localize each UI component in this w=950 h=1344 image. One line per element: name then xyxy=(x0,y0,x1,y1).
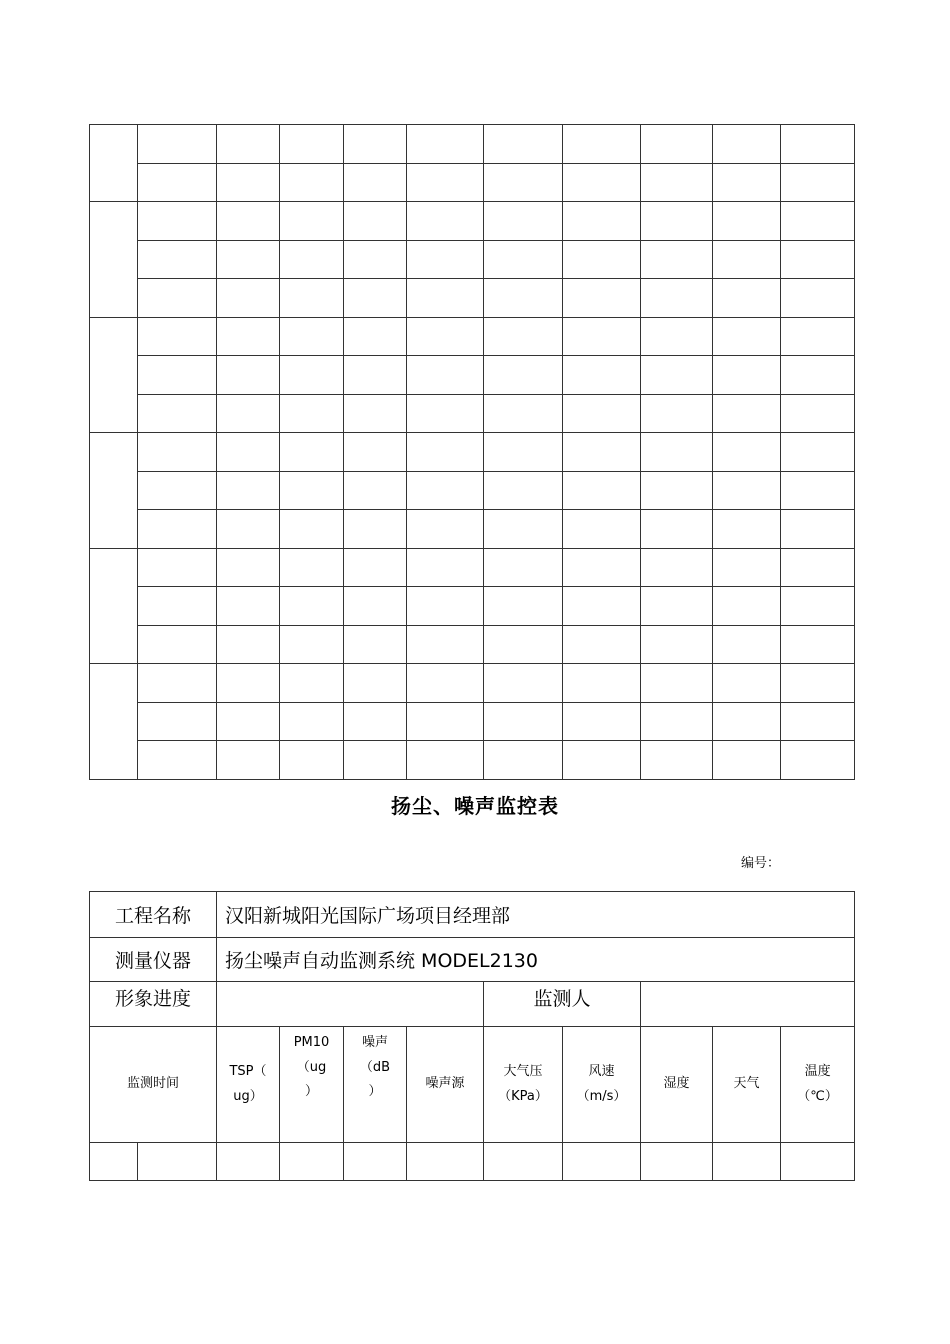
data-cell[interactable] xyxy=(280,741,344,780)
col-header-temperature xyxy=(781,1027,855,1143)
col-header-tsp xyxy=(217,1027,280,1143)
data-cell[interactable] xyxy=(280,510,344,549)
data-cell[interactable] xyxy=(344,433,407,472)
data-cell[interactable] xyxy=(138,433,217,472)
data-cell[interactable] xyxy=(484,317,563,356)
col-header-noise xyxy=(344,1027,407,1143)
data-cell[interactable] xyxy=(781,625,855,664)
data-cell[interactable] xyxy=(280,163,344,202)
data-cell[interactable] xyxy=(563,741,641,780)
project-name-label: 工程名称 xyxy=(90,892,217,938)
data-cell[interactable] xyxy=(217,1143,280,1181)
data-cell[interactable] xyxy=(781,741,855,780)
data-cell[interactable] xyxy=(344,279,407,318)
data-cell[interactable] xyxy=(713,240,781,279)
col-header-pressure xyxy=(484,1027,563,1143)
progress-label: 形象进度 xyxy=(90,982,217,1027)
data-cell[interactable] xyxy=(781,279,855,318)
data-cell[interactable] xyxy=(344,587,407,626)
data-cell[interactable] xyxy=(484,163,563,202)
page-title: 扬尘、噪声监控表 xyxy=(391,794,559,818)
data-cell[interactable] xyxy=(407,394,484,433)
col-header-wind-line1: 风速 xyxy=(588,1063,615,1079)
data-cell[interactable] xyxy=(90,1143,138,1181)
data-cell[interactable] xyxy=(344,1143,407,1181)
col-header-noise-line1: 噪声 xyxy=(362,1035,389,1050)
data-cell[interactable] xyxy=(781,510,855,549)
data-cell[interactable] xyxy=(138,202,217,241)
monitor-person-value[interactable] xyxy=(641,982,855,1027)
data-cell[interactable] xyxy=(713,1143,781,1181)
data-cell[interactable] xyxy=(641,1143,713,1181)
data-cell[interactable] xyxy=(641,163,713,202)
data-cell[interactable] xyxy=(713,664,781,703)
data-cell[interactable] xyxy=(563,664,641,703)
data-cell[interactable] xyxy=(280,433,344,472)
data-cell[interactable] xyxy=(781,240,855,279)
data-cell[interactable] xyxy=(484,471,563,510)
data-cell[interactable] xyxy=(280,125,344,164)
data-cell[interactable] xyxy=(641,741,713,780)
data-cell[interactable] xyxy=(407,317,484,356)
data-cell[interactable] xyxy=(407,279,484,318)
data-cell[interactable] xyxy=(344,510,407,549)
data-cell[interactable] xyxy=(407,125,484,164)
data-cell[interactable] xyxy=(407,163,484,202)
data-cell[interactable] xyxy=(713,548,781,587)
data-cell[interactable] xyxy=(217,202,280,241)
data-cell[interactable] xyxy=(563,317,641,356)
data-cell[interactable] xyxy=(484,510,563,549)
data-cell[interactable] xyxy=(563,548,641,587)
data-cell[interactable] xyxy=(407,356,484,395)
data-cell[interactable] xyxy=(713,510,781,549)
group-cell[interactable] xyxy=(90,317,138,433)
data-cell[interactable] xyxy=(781,202,855,241)
data-cell[interactable] xyxy=(407,587,484,626)
data-cell[interactable] xyxy=(484,279,563,318)
data-cell[interactable] xyxy=(563,125,641,164)
data-cell[interactable] xyxy=(713,625,781,664)
data-cell[interactable] xyxy=(344,741,407,780)
table-row xyxy=(90,664,855,703)
data-cell[interactable] xyxy=(641,125,713,164)
data-cell[interactable] xyxy=(781,548,855,587)
data-cell[interactable] xyxy=(217,279,280,318)
instrument-value[interactable]: 扬尘噪声自动监测系统 MODEL2130 xyxy=(217,938,855,982)
data-cell[interactable] xyxy=(407,1143,484,1181)
data-cell[interactable] xyxy=(280,548,344,587)
data-cell[interactable] xyxy=(344,548,407,587)
data-cell[interactable] xyxy=(484,548,563,587)
data-cell[interactable] xyxy=(138,394,217,433)
data-cell[interactable] xyxy=(781,163,855,202)
data-cell[interactable] xyxy=(713,394,781,433)
table-row xyxy=(90,202,855,241)
data-cell[interactable] xyxy=(280,317,344,356)
table-row xyxy=(90,471,855,510)
data-cell[interactable] xyxy=(641,202,713,241)
data-cell[interactable] xyxy=(217,625,280,664)
data-cell[interactable] xyxy=(138,240,217,279)
group-cell[interactable] xyxy=(90,664,138,780)
data-cell[interactable] xyxy=(217,317,280,356)
data-cell[interactable] xyxy=(344,317,407,356)
progress-value[interactable] xyxy=(217,982,484,1027)
data-cell[interactable] xyxy=(217,664,280,703)
data-cell[interactable] xyxy=(280,240,344,279)
data-cell[interactable] xyxy=(280,356,344,395)
data-cell[interactable] xyxy=(217,240,280,279)
data-cell[interactable] xyxy=(138,741,217,780)
data-cell[interactable] xyxy=(641,240,713,279)
data-cell[interactable] xyxy=(344,356,407,395)
data-cell[interactable] xyxy=(217,125,280,164)
data-cell[interactable] xyxy=(280,279,344,318)
col-header-pm10-line2: （ug xyxy=(296,1059,327,1075)
data-cell[interactable] xyxy=(484,125,563,164)
data-cell[interactable] xyxy=(217,741,280,780)
col-header-tsp-line2: ug） xyxy=(233,1088,263,1104)
data-cell[interactable] xyxy=(484,240,563,279)
data-cell[interactable] xyxy=(344,471,407,510)
data-cell[interactable] xyxy=(280,471,344,510)
data-cell[interactable] xyxy=(781,587,855,626)
col-header-pm10-line1: PM10 xyxy=(293,1035,330,1050)
col-header-pm10 xyxy=(280,1027,344,1143)
data-cell[interactable] xyxy=(344,664,407,703)
data-cell[interactable] xyxy=(563,356,641,395)
data-cell[interactable] xyxy=(217,163,280,202)
data-cell[interactable] xyxy=(781,1143,855,1181)
data-cell[interactable] xyxy=(781,356,855,395)
data-cell[interactable] xyxy=(781,702,855,741)
data-cell[interactable] xyxy=(484,625,563,664)
data-cell[interactable] xyxy=(138,279,217,318)
data-cell[interactable] xyxy=(641,394,713,433)
data-cell[interactable] xyxy=(138,163,217,202)
data-cell[interactable] xyxy=(641,471,713,510)
data-cell[interactable] xyxy=(484,356,563,395)
monitoring-form-table xyxy=(89,891,855,1181)
data-cell[interactable] xyxy=(484,741,563,780)
table-row xyxy=(90,394,855,433)
data-cell[interactable] xyxy=(138,510,217,549)
data-cell[interactable] xyxy=(407,548,484,587)
data-cell[interactable] xyxy=(713,433,781,472)
group-cell[interactable] xyxy=(90,548,138,664)
data-cell[interactable] xyxy=(217,702,280,741)
data-cell[interactable] xyxy=(563,394,641,433)
data-cell[interactable] xyxy=(641,664,713,703)
data-cell[interactable] xyxy=(484,1143,563,1181)
data-cell[interactable] xyxy=(407,625,484,664)
group-cell[interactable] xyxy=(90,433,138,549)
data-cell[interactable] xyxy=(781,471,855,510)
table-row xyxy=(90,356,855,395)
data-cell[interactable] xyxy=(563,1143,641,1181)
monitor-person-label: 监测人 xyxy=(484,982,641,1027)
table-row xyxy=(90,125,855,164)
table-row xyxy=(90,587,855,626)
data-cell[interactable] xyxy=(641,510,713,549)
data-cell[interactable] xyxy=(407,510,484,549)
col-header-noise-line2: （dB xyxy=(359,1059,391,1075)
data-cell[interactable] xyxy=(641,317,713,356)
col-header-humidity: 湿度 xyxy=(641,1027,713,1143)
col-header-wind-line2: （m/s） xyxy=(576,1088,627,1104)
data-cell[interactable] xyxy=(217,433,280,472)
data-cell[interactable] xyxy=(641,356,713,395)
data-cell[interactable] xyxy=(138,317,217,356)
data-cell[interactable] xyxy=(713,163,781,202)
data-cell[interactable] xyxy=(138,587,217,626)
col-header-noise-line3: ） xyxy=(368,1084,382,1100)
data-cell[interactable] xyxy=(138,625,217,664)
data-cell[interactable] xyxy=(713,587,781,626)
instrument-label: 测量仪器 xyxy=(90,938,217,982)
data-cell[interactable] xyxy=(280,702,344,741)
data-cell[interactable] xyxy=(217,471,280,510)
data-cell[interactable] xyxy=(563,587,641,626)
data-cell[interactable] xyxy=(138,471,217,510)
data-cell[interactable] xyxy=(217,510,280,549)
data-cell[interactable] xyxy=(138,548,217,587)
data-cell[interactable] xyxy=(563,433,641,472)
data-cell[interactable] xyxy=(781,664,855,703)
data-cell[interactable] xyxy=(344,163,407,202)
data-cell[interactable] xyxy=(563,279,641,318)
data-cell[interactable] xyxy=(484,394,563,433)
data-cell[interactable] xyxy=(344,125,407,164)
data-cell[interactable] xyxy=(217,394,280,433)
data-cell[interactable] xyxy=(280,664,344,703)
data-cell[interactable] xyxy=(344,625,407,664)
data-cell[interactable] xyxy=(484,587,563,626)
table-row xyxy=(90,163,855,202)
data-cell[interactable] xyxy=(781,317,855,356)
table-row xyxy=(90,741,855,780)
col-header-noise-source: 噪声源 xyxy=(407,1027,484,1143)
col-header-pm10-line3: ） xyxy=(305,1084,319,1100)
col-header-tsp-line1: TSP（ xyxy=(229,1063,267,1079)
data-cell[interactable] xyxy=(713,702,781,741)
data-cell[interactable] xyxy=(563,702,641,741)
data-cell[interactable] xyxy=(407,240,484,279)
data-cell[interactable] xyxy=(713,317,781,356)
data-cell[interactable] xyxy=(484,702,563,741)
data-cell[interactable] xyxy=(407,202,484,241)
data-cell[interactable] xyxy=(641,548,713,587)
col-header-pressure-line1: 大气压 xyxy=(503,1063,543,1079)
data-cell[interactable] xyxy=(641,279,713,318)
data-cell[interactable] xyxy=(138,356,217,395)
data-cell[interactable] xyxy=(641,433,713,472)
col-header-wind xyxy=(563,1027,641,1143)
data-cell[interactable] xyxy=(563,240,641,279)
data-cell[interactable] xyxy=(484,433,563,472)
col-header-time: 监测时间 xyxy=(90,1027,217,1143)
data-cell[interactable] xyxy=(781,433,855,472)
data-cell[interactable] xyxy=(713,356,781,395)
col-header-temperature-line2: （℃） xyxy=(797,1088,838,1104)
table-row xyxy=(90,702,855,741)
data-cell[interactable] xyxy=(217,356,280,395)
data-cell[interactable] xyxy=(713,125,781,164)
data-cell[interactable] xyxy=(280,202,344,241)
table-row xyxy=(90,1143,855,1181)
group-cell[interactable] xyxy=(90,125,138,202)
col-header-pressure-line2: （KPa） xyxy=(498,1088,548,1104)
data-cell[interactable] xyxy=(280,625,344,664)
data-cell[interactable] xyxy=(280,394,344,433)
data-cell[interactable] xyxy=(344,202,407,241)
data-cell[interactable] xyxy=(280,587,344,626)
data-cell[interactable] xyxy=(138,1143,217,1181)
data-cell[interactable] xyxy=(138,125,217,164)
data-cell[interactable] xyxy=(407,433,484,472)
data-cell[interactable] xyxy=(407,471,484,510)
data-cell[interactable] xyxy=(407,741,484,780)
data-cell[interactable] xyxy=(407,664,484,703)
data-cell[interactable] xyxy=(484,664,563,703)
data-cell[interactable] xyxy=(138,664,217,703)
data-cell[interactable] xyxy=(781,125,855,164)
data-cell[interactable] xyxy=(713,741,781,780)
table-row xyxy=(90,510,855,549)
data-cell[interactable] xyxy=(781,394,855,433)
data-cell[interactable] xyxy=(713,279,781,318)
data-cell[interactable] xyxy=(563,202,641,241)
data-cell[interactable] xyxy=(138,702,217,741)
data-cell[interactable] xyxy=(344,240,407,279)
data-cell[interactable] xyxy=(641,587,713,626)
serial-number-label: 编号： xyxy=(741,856,781,871)
group-cell[interactable] xyxy=(90,202,138,318)
data-cell[interactable] xyxy=(563,471,641,510)
table-row xyxy=(90,548,855,587)
data-cell[interactable] xyxy=(563,510,641,549)
table-row xyxy=(90,433,855,472)
table-row xyxy=(90,317,855,356)
table-row xyxy=(90,240,855,279)
data-cell[interactable] xyxy=(217,587,280,626)
col-header-temperature-line1: 温度 xyxy=(804,1063,831,1079)
data-cell[interactable] xyxy=(344,394,407,433)
top-data-grid xyxy=(89,124,855,780)
data-cell[interactable] xyxy=(641,625,713,664)
data-cell[interactable] xyxy=(407,702,484,741)
data-cell[interactable] xyxy=(217,548,280,587)
table-row xyxy=(90,279,855,318)
data-cell[interactable] xyxy=(713,202,781,241)
data-cell[interactable] xyxy=(344,702,407,741)
data-cell[interactable] xyxy=(713,471,781,510)
data-cell[interactable] xyxy=(484,202,563,241)
data-cell[interactable] xyxy=(641,702,713,741)
data-cell[interactable] xyxy=(563,163,641,202)
data-cell[interactable] xyxy=(280,1143,344,1181)
project-name-value[interactable]: 汉阳新城阳光国际广场项目经理部 xyxy=(217,892,855,938)
table-row xyxy=(90,625,855,664)
col-header-weather: 天气 xyxy=(713,1027,781,1143)
data-cell[interactable] xyxy=(563,625,641,664)
